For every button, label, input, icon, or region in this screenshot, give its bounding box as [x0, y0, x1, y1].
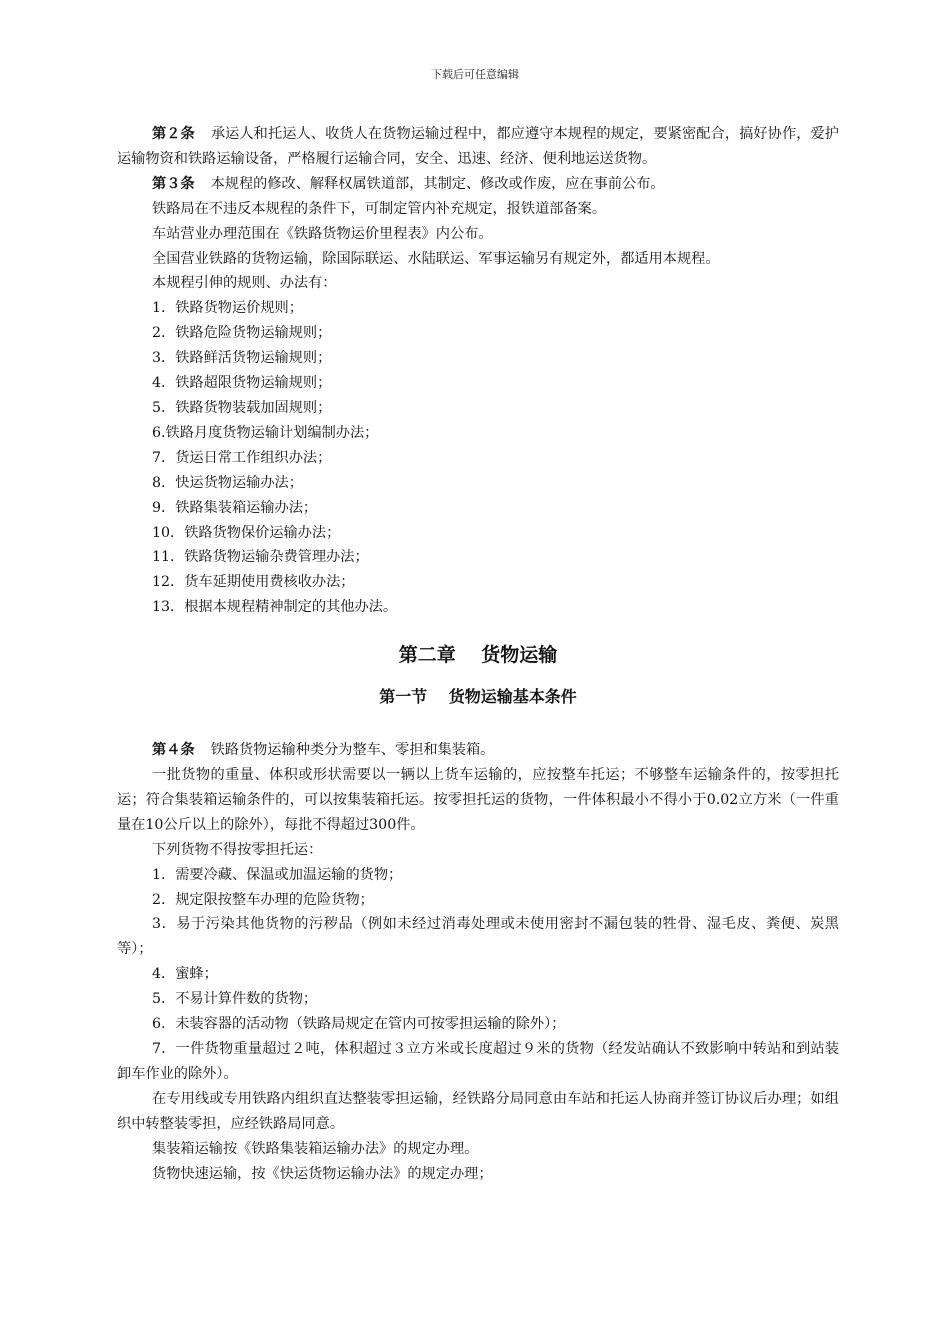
paragraph: 车站营业办理范围在《铁路货物运价里程表》内公布。	[152, 225, 493, 242]
article-3	[117, 172, 839, 197]
paragraph: 在专用线或专用铁路内组织直达整装零担运输，经铁路分局同意由车站和托运人协商并签订协议后办理；如组织中转整装零担，应经铁路局同意。	[117, 1090, 839, 1132]
list-item: 4．蜜蜂；	[152, 966, 218, 983]
list-item: 2．铁路危险货物运输规则；	[152, 325, 332, 342]
article-2	[117, 122, 839, 172]
list-item: 1．铁路货物运价规则；	[152, 300, 303, 317]
list-item: 8．快运货物运输办法；	[152, 474, 303, 491]
list-item: 5．不易计算件数的货物；	[152, 991, 318, 1008]
article-3-label: 第３条	[152, 175, 195, 192]
section-title: 第一节 货物运输基本条件	[379, 687, 577, 707]
list-item: 1．需要冷藏、保温或加温运输的货物；	[152, 866, 403, 883]
article-3-text: 本规程的修改、解释权属铁道部，其制定、修改或作废，应在事前公布。	[210, 175, 665, 192]
list-item: 3．铁路鲜活货物运输规则；	[152, 350, 332, 367]
article-4	[117, 738, 839, 763]
article-2-label: 第２条	[152, 126, 195, 142]
paragraph: 全国营业铁路的货物运输，除国际联运、水陆联运、军事运输另有规定外，都适用本规程。	[152, 250, 720, 267]
document-body	[117, 122, 839, 1186]
list-item: 11．铁路货物运输杂费管理办法；	[152, 549, 369, 566]
list-item: 6.铁路月度货物运输计划编制办法；	[152, 424, 379, 441]
list-item: 6．未装容器的活动物（铁路局规定在管内可按零担运输的除外）；	[152, 1016, 566, 1033]
chapter-title: 第二章 货物运输	[398, 644, 558, 667]
paragraph: 铁路局在不违反本规程的条件下，可制定管内补充规定，报铁道部备案。	[152, 200, 607, 217]
list-item: 4．铁路超限货物运输规则；	[152, 375, 332, 392]
paragraph: 货物快速运输，按《快运货物运输办法》的规定办理；	[152, 1165, 493, 1182]
list-item: 5．铁路货物装载加固规则；	[152, 399, 332, 416]
page-header: 下载后可任意编辑	[431, 68, 519, 81]
list-item: 3．易于污染其他货物的污秽品（例如未经过消毒处理或未使用密封不漏包装的牲骨、湿毛皮、粪便、炭黑等）；	[117, 916, 839, 958]
article-4-label: 第４条	[152, 742, 195, 759]
paragraph: 一批货物的重量、体积或形状需要以一辆以上货车运输的，应按整车托运；不够整车运输条件的，按零担托运；符合集装箱运输条件的，可以按集装箱托运。按零担托运的货物，一件体积最小不得小于0.02立方米（一件重量在10公斤以上的除外），每批不得超过300件。	[117, 767, 839, 833]
paragraph: 集装箱运输按《铁路集装箱运输办法》的规定办理。	[152, 1140, 479, 1157]
list-item: 10．铁路货物保价运输办法；	[152, 524, 341, 541]
paragraph: 本规程引伸的规则、办法有：	[152, 275, 337, 292]
rules-list	[117, 296, 839, 620]
paragraph: 下列货物不得按零担托运：	[152, 841, 323, 858]
list-item: 12．货车延期使用费核收办法；	[152, 574, 355, 591]
list-item: 7．一件货物重量超过２吨，体积超过３立方米或长度超过９米的货物（经发站确认不致影响中转站和到站装卸车作业的除外）。	[117, 1041, 839, 1082]
article-4-text: 铁路货物运输种类分为整车、零担和集装箱。	[210, 742, 495, 759]
list-item: 13．根据本规程精神制定的其他办法。	[152, 599, 398, 616]
list-item: 2．规定限按整车办理的危险货物；	[152, 891, 374, 908]
list-item: 9．铁路集装箱运输办法；	[152, 499, 318, 516]
article-2-text: 承运人和托运人、收货人在货物运输过程中，都应遵守本规程的规定，要紧密配合，搞好协作，爱护运输物资和铁路运输设备，严格履行运输合同，安全、迅速、经济、便利地运送货物。	[117, 126, 839, 167]
list-item: 7．货运日常工作组织办法；	[152, 449, 332, 466]
restrictions-list	[117, 863, 839, 1087]
